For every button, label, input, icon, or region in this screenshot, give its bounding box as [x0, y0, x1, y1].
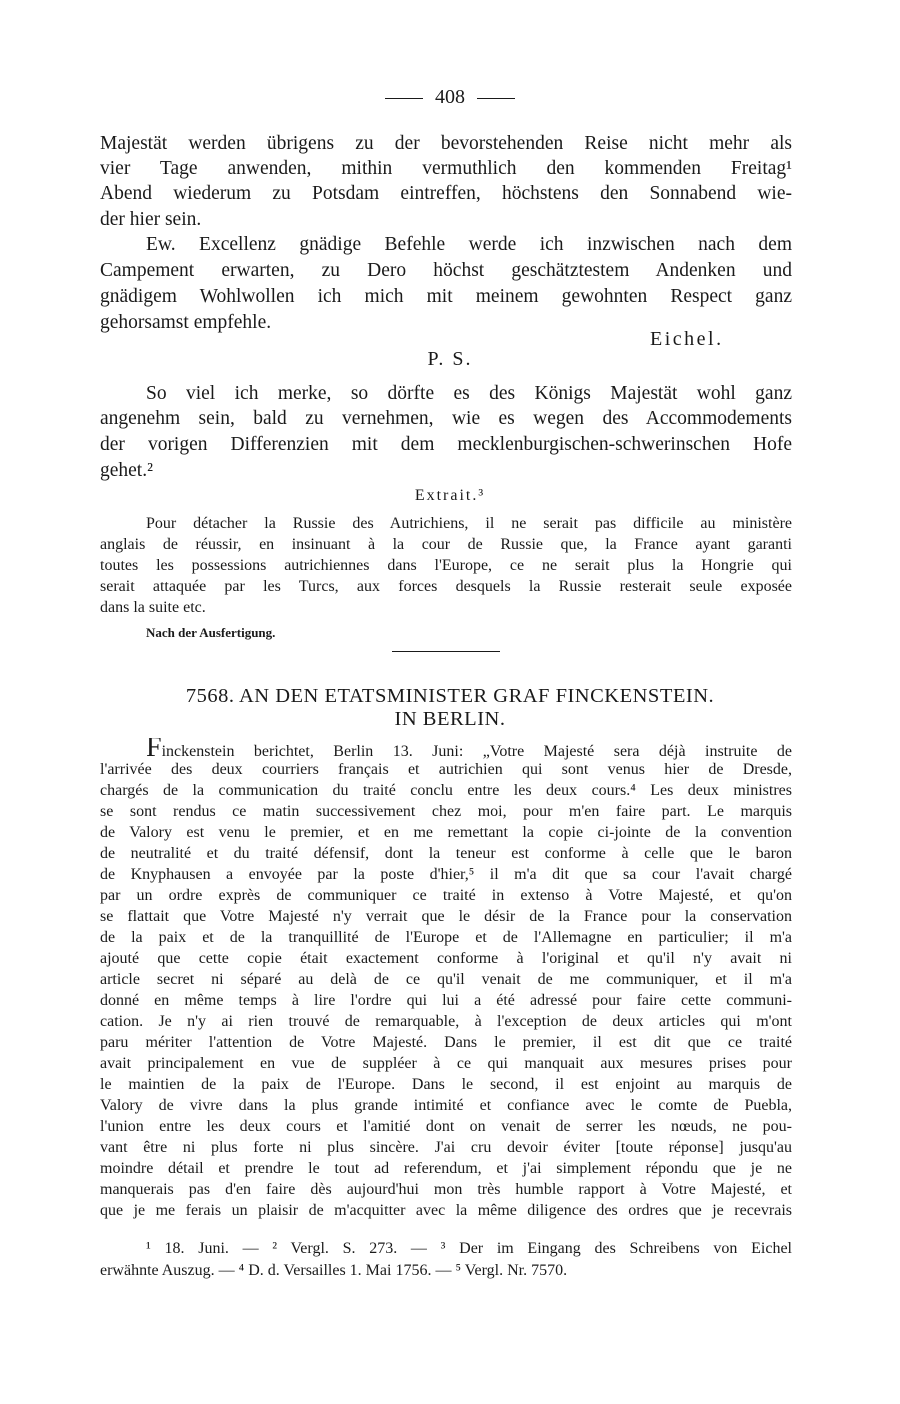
ps-label: P. S.: [427, 348, 473, 370]
text-line: der hier sein.: [100, 209, 202, 230]
text-line: moindre détail et prendre le tout ad referendum, et j'ai simplement répondu que je ne: [100, 1160, 792, 1177]
text-line: Valory de vivre dans la plus grande intimité et confiance avec le comte de Puebla,: [100, 1097, 792, 1114]
text-line: Abend wiederum zu Potsdam eintreffen, höchstens den Sonnabend wie-: [100, 183, 792, 204]
body-first-line: [146, 738, 792, 762]
text-line: Majestät werden übrigens zu der bevorstehenden Reise nicht mehr als: [100, 133, 792, 154]
section-divider: [392, 651, 500, 652]
text-line: toutes les possessions autrichiennes dans l'Europe, ce ne serait plus la Hongrie qui: [100, 557, 792, 574]
text-line: der vorigen Differenzien mit dem mecklenburgischen-schwerinschen Hofe: [100, 434, 792, 455]
text-line: par un ordre exprès de communiquer ce traité in extenso à Votre Majesté, et qu'on: [100, 887, 792, 904]
extrait-label: Extrait.³: [414, 487, 486, 504]
footnote-line: erwähnte Auszug. — ⁴ D. d. Versailles 1. Mai 1756. — ⁵ Vergl. Nr. 7570.: [100, 1262, 568, 1279]
page-number: 408: [435, 86, 465, 108]
signature: Eichel.: [650, 328, 724, 350]
text-line: chargés de la communication du traité conclu entre les deux cours.⁴ Les deux ministres: [100, 782, 792, 799]
text-line: avait principalement en vue de suppléer à ce qui manquait aux mesures prises pour: [100, 1055, 792, 1072]
footnote-line: ¹ 18. Juni. — ² Vergl. S. 273. — ³ Der im Eingang des Schreibens von Eichel: [146, 1240, 792, 1257]
text-line: serait attaquée par les Turcs, aux forces desquels la Russie resterait seule exposée: [100, 578, 792, 595]
text-line: gnädigem Wohlwollen ich mich mit meinem gewohnten Respect ganz: [100, 286, 792, 307]
text-line: So viel ich merke, so dörfte es des Königs Majestät wohl ganz: [146, 383, 792, 404]
text-line: de la paix et de la tranquillité de l'Europe et de l'Allemagne en particulier; il m'a: [100, 929, 792, 946]
text-line: paru mériter l'attention de Votre Majesté. Dans le premier, il est dit que ce traité: [100, 1034, 792, 1051]
letter-heading-place: IN BERLIN.: [394, 708, 506, 730]
page-number-line: [0, 84, 900, 110]
text-line: ajouté que cette copie était exactement conforme à l'original et qu'il n'y avait ni: [100, 950, 792, 967]
dash-right: [477, 98, 515, 99]
text-line: donné en même temps à lire l'ordre qui lui a été adressé pour faire cette communi-: [100, 992, 792, 1009]
text-line: Pour détacher la Russie des Autrichiens, il ne serait pas difficile au ministère: [146, 515, 792, 532]
text-line: Ew. Excellenz gnädige Befehle werde ich inzwischen nach dem: [146, 234, 792, 255]
drop-cap: F: [146, 738, 162, 762]
text-line: article secret ni séparé au delà de ce qu'il venait de me communiquer, et il m'a: [100, 971, 792, 988]
text-line: vier Tage anwenden, mithin vermuthlich den kommenden Freitag¹: [100, 158, 792, 179]
text-line: anglais de réussir, en insinuant à la cour de Russie que, la France ayant garanti: [100, 536, 792, 553]
text-line: que je me ferais un plaisir de m'acquitter avec la même diligence des ordres que je recevrais: [100, 1202, 792, 1219]
text-line: dans la suite etc.: [100, 599, 206, 616]
text-line: le maintien de la paix de l'Europe. Dans le second, il est enjoint au marquis de: [100, 1076, 792, 1093]
text-line: l'arrivée des deux courriers français et autrichien qui sont venus hier de Dresde,: [100, 761, 792, 778]
text-line: de neutralité et du traité défensif, dont la teneur est conforme à celle que le baron: [100, 845, 792, 862]
text-line: Campement erwarten, zu Dero höchst geschätztestem Andenken und: [100, 260, 792, 281]
text-line: gehet.²: [100, 460, 153, 481]
text-line: se flattait que Votre Majesté n'y verrait que le désir de la France pour la conservation: [100, 908, 792, 925]
text-line: manquerais pas d'en faire dès aujourd'hui mon très humble rapport à Votre Majesté, et: [100, 1181, 792, 1198]
body-first-line-text: inckenstein berichtet, Berlin 13. Juni: „Votre Majesté sera déjà instruite de: [161, 743, 792, 760]
text-line: vant être ni plus forte ni plus sincère. J'ai cru devoir éviter [toute réponse] jusqu'au: [100, 1139, 792, 1156]
source-note: Nach der Ausfertigung.: [146, 625, 276, 640]
text-line: se sont rendus ce matin successivement chez moi, pour m'en faire part. Le marquis: [100, 803, 792, 820]
text-line: l'union entre les deux cours et l'amitié dont on venait de serrer les nœuds, ne pou-: [100, 1118, 792, 1135]
text-line: angenehm sein, bald zu vernehmen, wie es wegen des Accommodements: [100, 408, 792, 429]
text-line: gehorsamst empfehle.: [100, 312, 272, 333]
text-line: de Knyphausen a envoyée par la poste d'hier,⁵ il m'a dit que sa cour l'avait chargé: [100, 866, 792, 883]
letter-heading: 7568. AN DEN ETATSMINISTER GRAF FINCKENSTEIN.: [185, 685, 715, 707]
text-line: cation. Je n'y ai rien trouvé de remarquable, à l'exception de deux articles qui m'ont: [100, 1013, 792, 1030]
text-line: de Valory est venu le premier, et en me remettant la copie ci-jointe de la convention: [100, 824, 792, 841]
dash-left: [385, 98, 423, 99]
